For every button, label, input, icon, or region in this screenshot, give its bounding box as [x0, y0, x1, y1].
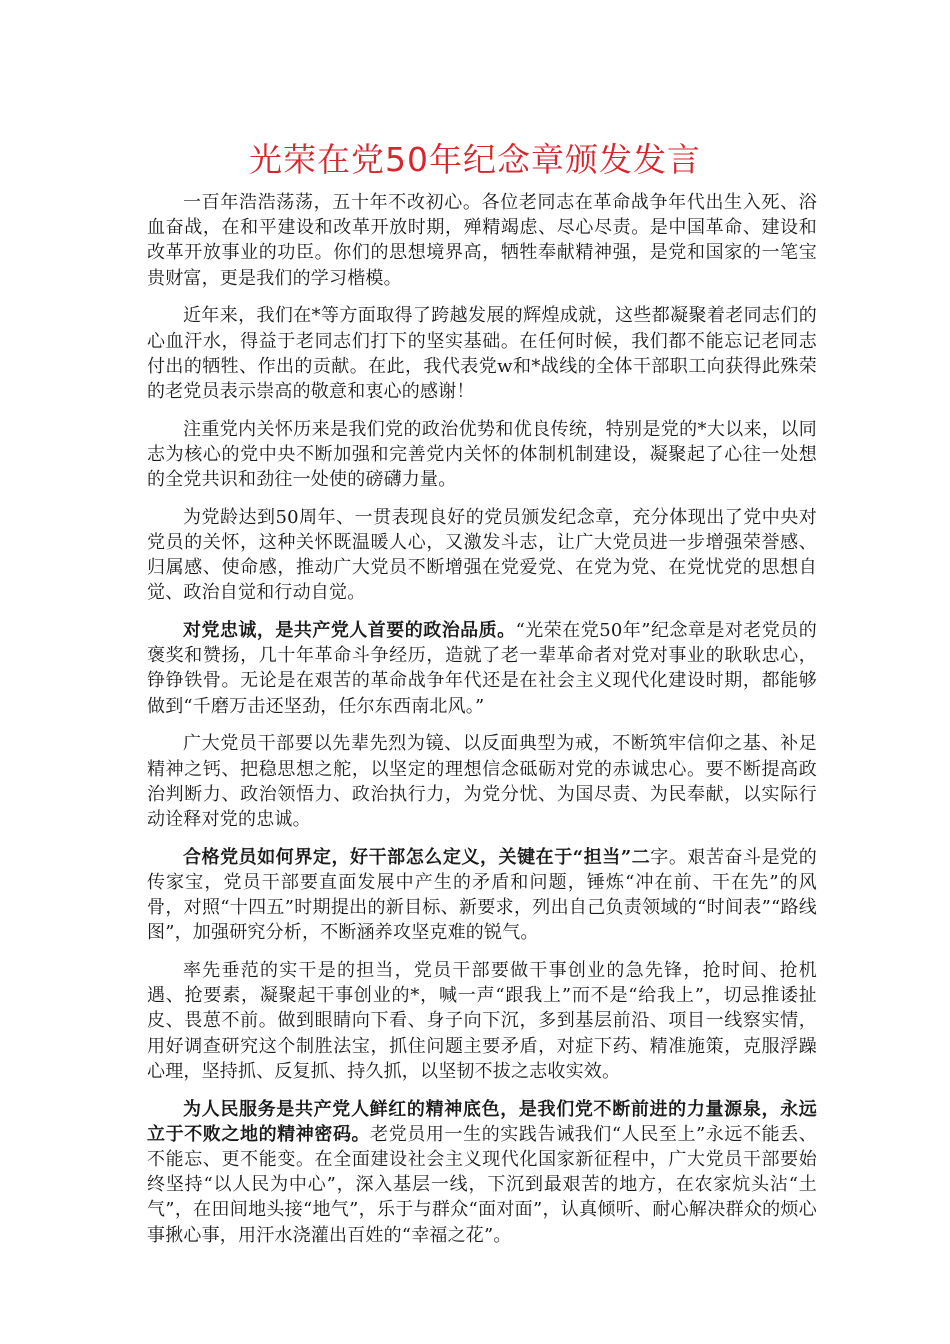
paragraph-text: “光荣在党50年”纪念章是对老党员的褒奖和赞扬，几十年革命斗争经历，造就了老一辈革命者对党对事业的耿耿忠心，铮铮铁骨。无论是在艰苦的革命战争年代还是在社会主义现代化建设时期，都能够做到“千磨万击还坚劲，任尔东西南北风。”: [147, 620, 817, 717]
paragraph-8: [147, 958, 817, 1084]
paragraph-text: 为党龄达到50周年、一贯表现良好的党员颁发纪念章，充分体现出了党中央对党员的关怀，这种关怀既温暖人心，又激发斗志，让广大党员进一步增强荣誉感、归属感、使命感，推动广大党员不断增强在党爱党、在党为党、在党忧党的思想自觉、政治自觉和行动自觉。: [147, 506, 817, 604]
paragraph-text: 广大党员干部要以先辈先烈为镜、以反面典型为戒，不断筑牢信仰之基、补足精神之钙、把稳思想之舵，以坚定的理想信念砥砺对党的赤诚忠心。要不断提高政治判断力、政治领悟力、政治执行力，为党分忧、为国尽责、为民奉献，以实际行动诠释对党的忠诚。: [147, 733, 817, 830]
paragraph-text: 老党员用一生的实践告诫我们“人民至上”永远不能丢、不能忘、更不能变。在全面建设社会主义现代化国家新征程中，广大党员干部要始终坚持“以人民为中心”，深入基层一线，下沉到最艰苦的地方，在农家炕头沾“土气”，在田间地头接“地气”，乐于与群众“面对面”，认真倾听、耐心解决群众的烦心事揪心事，用汗水浇灌出百姓的“幸福之花”。: [147, 1123, 818, 1246]
document-body: [147, 190, 817, 1260]
paragraph-lead: 对党忠诚，是共产党人首要的政治品质。: [183, 620, 516, 642]
paragraph-lead: 为人民服务是共产党人鲜红的精神底色，是我们党不断前进的力量源泉，永远立于不败之地的精神密码。: [147, 1098, 817, 1145]
paragraph-text: 近年来，我们在*等方面取得了跨越发展的辉煌成就，这些都凝聚着老同志们的心血汗水，得益于老同志们打下的坚实基础。在任何时候，我们都不能忘记老同志付出的牺牲、作出的贡献。在此，我代表党w和*战线的全体干部职工向获得此殊荣的老党员表示崇高的敬意和衷心的感谢！: [147, 305, 817, 402]
paragraph-3: [147, 417, 817, 493]
paragraph-text: 率先垂范的实干是的担当，党员干部要做干事创业的急先锋，抢时间、抢机遇、抢要素，凝聚起干事创业的*，喊一声“跟我上”而不是“给我上”，切忌推诿扯皮、畏葸不前。做到眼睛向下看、身子向下沉，多到基层前沿、项目一线察实情，用好调查研究这个制胜法宝，抓住问题主要矛盾，对症下药、精准施策，克服浮躁心理，坚持抓、反复抓、持久抓，以坚韧不拔之志收实效。: [147, 959, 817, 1082]
paragraph-1: [147, 190, 817, 291]
document-title: 光荣在党50年纪念章颁发发言: [249, 140, 701, 179]
paragraph-lead: 合格党员如何界定，好干部怎么定义，关键在于“担当”二: [183, 846, 651, 868]
paragraph-5: [147, 618, 817, 719]
paragraph-4: [147, 505, 817, 606]
paragraph-text: 一百年浩浩荡荡，五十年不改初心。各位老同志在革命战争年代出生入死、浴血奋战，在和平建设和改革开放时期，殚精竭虑、尽心尽责。是中国革命、建设和改革开放事业的功臣。你们的思想境界高，牺牲奉献精神强，是党和国家的一笔宝贵财富，更是我们的学习楷模。: [147, 192, 817, 289]
paragraph-7: [147, 845, 817, 946]
paragraph-text: 注重党内关怀历来是我们党的政治优势和优良传统，特别是党的*大以来，以同志为核心的党中央不断加强和完善党内关怀的体制机制建设，凝聚起了心往一处想的全党共识和劲往一处使的磅礴力量。: [147, 418, 817, 491]
paragraph-9: [147, 1097, 817, 1248]
paragraph-text: 字。艰苦奋斗是党的传家宝，党员干部要直面发展中产生的矛盾和问题，锤炼“冲在前、干在先”的风骨，对照“十四五”时期提出的新目标、新要求，列出自己负责领域的“时间表”“路线图”，加强研究分析，不断涵养攻坚克难的锐气。: [147, 846, 817, 944]
paragraph-6: [147, 731, 817, 832]
paragraph-2: [147, 303, 817, 404]
